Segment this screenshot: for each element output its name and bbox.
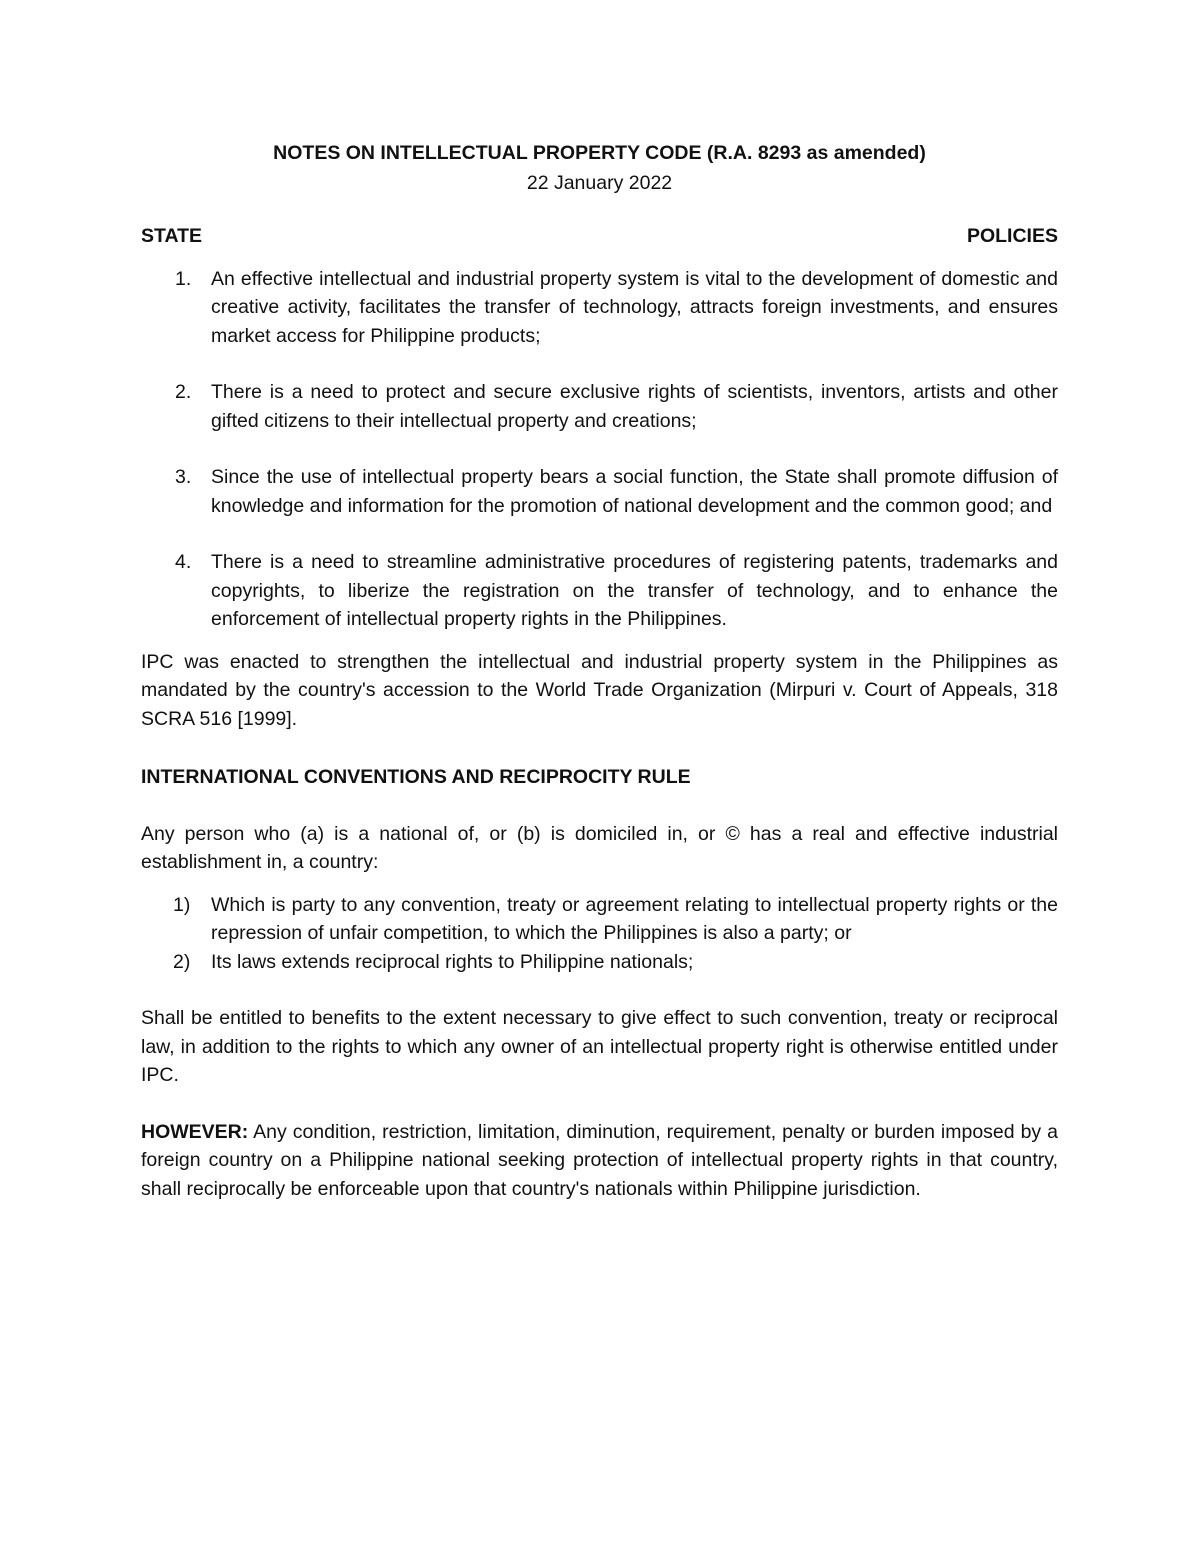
list-item (141, 548, 1058, 634)
document-page (141, 138, 1058, 1203)
state-policies-heading (141, 222, 1058, 251)
however-text: Any condition, restriction, limitation, diminution, requirement, penalty or burden imposed by a foreign country on a Philippine national seeking protection of intellectual property rights in that country, shall reciprocally be enforceable upon that country's nationals within Philippine jurisdiction. (141, 1120, 1058, 1200)
document-date: 22 January 2022 (526, 172, 673, 194)
list-item-text: An effective intellectual and industrial property system is vital to the development of domestic and creative activity, facilitates the transfer of technology, attracts foreign investments, and ensures market access for Philippine products; (211, 267, 1058, 347)
document-title: NOTES ON INTELLECTUAL PROPERTY CODE (R.A. 8293 as amended) (273, 142, 926, 164)
list-item (141, 891, 1058, 948)
list-item-text: Since the use of intellectual property bears a social function, the State shall promote diffusion of knowledge and information for the promotion of national development and the common good; and (211, 466, 1058, 517)
however-paragraph (141, 1118, 1058, 1204)
list-item-marker: 2. (175, 381, 192, 403)
list-item (141, 378, 1058, 435)
state-policies-list (141, 265, 1058, 634)
list-item-marker: 4. (175, 551, 192, 573)
international-conditions-list (141, 891, 1058, 977)
international-heading: INTERNATIONAL CONVENTIONS AND RECIPROCITY RULE (141, 766, 691, 788)
list-item-text: There is a need to protect and secure exclusive rights of scientists, inventors, artists and other gifted citizens to their intellectual property and creations; (211, 381, 1058, 432)
list-item (141, 463, 1058, 520)
list-item-marker: 2) (173, 950, 191, 973)
international-intro: Any person who (a) is a national of, or (b) is domiciled in, or © has a real and effective industrial establishment in, a country: (141, 822, 1058, 873)
however-label: HOWEVER: (141, 1120, 249, 1143)
entitled-paragraph: Shall be entitled to benefits to the extent necessary to give effect to such convention, treaty or reciprocal law, in addition to the rights to which any owner of an intellectual property right is otherwise entitled under IPC. (141, 1007, 1058, 1086)
ipc-paragraph: IPC was enacted to strengthen the intellectual and industrial property system in the Philippines as mandated by the country's accession to the World Trade Organization (Mirpuri v. Court of Appeals, 318 SCRA 516 [1999]. (141, 650, 1058, 730)
list-item-text: Its laws extends reciprocal rights to Philippine nationals; (211, 950, 694, 973)
state-policies-heading-right: POLICIES (966, 225, 1058, 247)
list-item-text: There is a need to streamline administrative procedures of registering patents, trademarks and copyrights, to liberize the registration on the transfer of technology, and to enhance the enforcement of intellectual property rights in the Philippines. (211, 551, 1058, 630)
list-item-marker: 1. (175, 267, 192, 290)
list-item-marker: 1) (173, 893, 191, 916)
list-item (141, 948, 1058, 977)
state-policies-heading-left: STATE (141, 225, 203, 247)
list-item-marker: 3. (175, 466, 192, 488)
list-item (141, 265, 1058, 351)
list-item-text: Which is party to any convention, treaty or agreement relating to intellectual property rights or the repression of unfair competition, to which the Philippines is also a party; or (211, 893, 1058, 944)
